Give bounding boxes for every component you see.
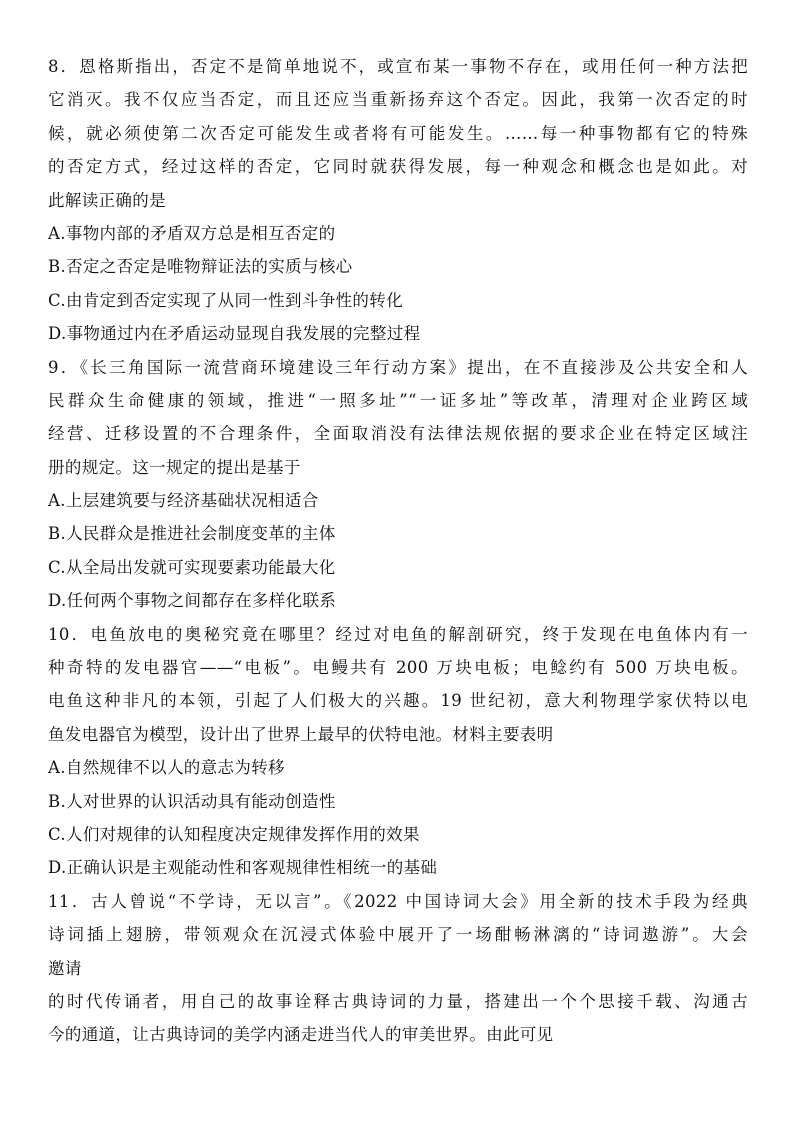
question-11-stem-line: 邀请 <box>48 958 82 978</box>
question-10-stem-line: 种奇特的发电器官——“电板”。电鳗共有 200 万块电板；电鲶约有 500 万块电板。 <box>48 658 748 678</box>
question-8-option-a: A.事物内部的矛盾双方总是相互否定的 <box>48 223 336 243</box>
question-9 <box>48 351 748 618</box>
question-8-stem-line: 8．恩格斯指出，否定不是简单地说不，或宣布某一事物不存在，或用任何一种方法把 <box>48 57 748 76</box>
question-8-stem-line: 的否定方式，经过这样的否定，它同时就获得发展，每一种观念和概念也是如此。对 <box>48 157 748 177</box>
question-8 <box>48 50 748 351</box>
question-10-option-b: B.人对世界的认识活动具有能动创造性 <box>48 791 336 811</box>
question-9-option-d: D.任何两个事物之间都存在多样化联系 <box>48 591 337 611</box>
question-9-option-a: A.上层建筑要与经济基础状况相适合 <box>48 491 319 511</box>
question-8-stem-line: 它消灭。我不仅应当否定，而且还应当重新扬弃这个否定。因此，我第一次否定的时 <box>48 90 748 110</box>
question-10-option-a: A.自然规律不以人的意志为转移 <box>48 758 285 778</box>
question-11-stem-line: 诗词插上翅膀，带领观众在沉浸式体验中展开了一场酣畅淋漓的“诗词遨游”。大会 <box>48 925 748 945</box>
question-11-stem-line: 今的通道，让古典诗词的美学内涵走进当代人的审美世界。由此可见 <box>48 1025 554 1045</box>
question-8-option-d: D.事物通过内在矛盾运动显现自我发展的完整过程 <box>48 324 421 344</box>
question-8-option-c: C.由肯定到否定实现了从同一性到斗争性的转化 <box>48 290 403 310</box>
question-11 <box>48 885 748 1052</box>
question-10 <box>48 618 748 885</box>
question-10-stem-line: 鱼发电器官为模型，设计出了世界上最早的伏特电池。材料主要表明 <box>48 724 554 744</box>
question-10-option-d: D.正确认识是主观能动性和客观规律性相统一的基础 <box>48 858 438 878</box>
question-9-stem-line: 民群众生命健康的领域，推进“一照多址”“一证多址”等改革，清理对企业跨区域 <box>48 390 748 410</box>
question-9-option-b: B.人民群众是推进社会制度变革的主体 <box>48 524 336 544</box>
question-9-stem-line: 经营、迁移设置的不合理条件，全面取消没有法律法规依据的要求企业在特定区域注 <box>48 424 748 444</box>
question-8-stem-line: 候，就必须使第二次否定可能发生或者将有可能发生。……每一种事物都有它的特殊 <box>48 123 748 143</box>
question-11-stem-line: 11．古人曾说“不学诗，无以言”。《2022 中国诗词大会》用全新的技术手段为经典 <box>48 891 748 911</box>
question-10-stem-line: 10．电鱼放电的奥秘究竟在哪里？经过对电鱼的解剖研究，终于发现在电鱼体内有一 <box>48 624 748 644</box>
question-10-stem-line: 电鱼这种非凡的本领，引起了人们极大的兴趣。19 世纪初，意大利物理学家伏特以电 <box>48 691 748 711</box>
exam-page <box>48 50 748 1052</box>
question-9-option-c: C.从全局出发就可实现要素功能最大化 <box>48 557 336 577</box>
question-11-stem-line: 的时代传诵者，用自己的故事诠释古典诗词的力量，搭建出一个个思接千载、沟通古 <box>48 991 748 1011</box>
question-8-option-b: B.否定之否定是唯物辩证法的实质与核心 <box>48 257 353 277</box>
question-10-option-c: C.人们对规律的认知程度决定规律发挥作用的效果 <box>48 824 420 844</box>
question-8-stem-line: 此解读正确的是 <box>48 190 166 210</box>
question-9-stem-line: 9．《长三角国际一流营商环境建设三年行动方案》提出，在不直接涉及公共安全和人 <box>48 357 748 377</box>
question-9-stem-line: 册的规定。这一规定的提出是基于 <box>48 457 301 477</box>
